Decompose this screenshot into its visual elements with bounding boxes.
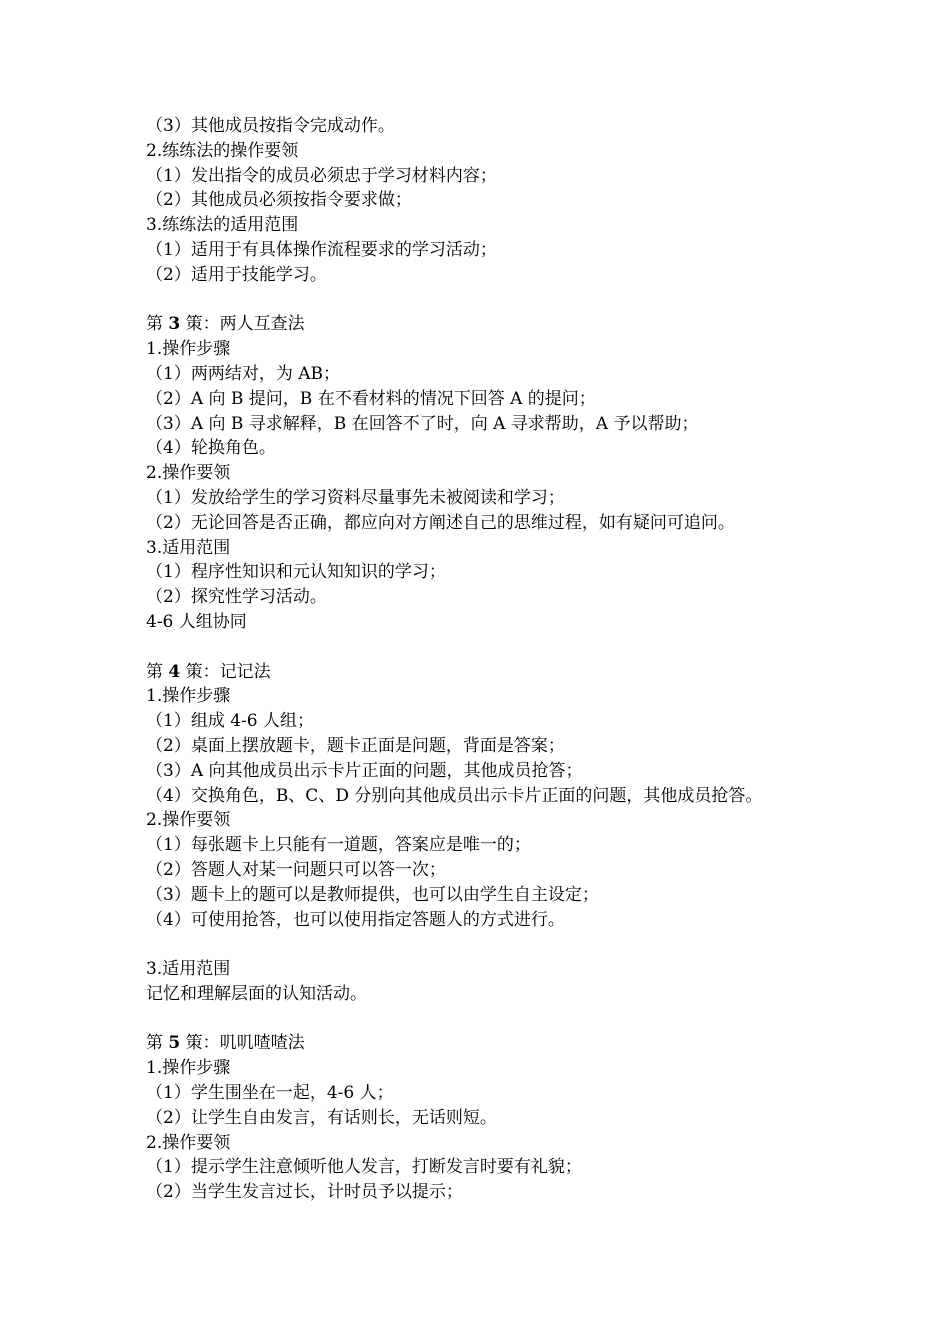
text-line: 2.操作要领 — [146, 810, 231, 831]
text-line: （2）当学生发言过长，计时员予以提示； — [146, 1182, 463, 1203]
paragraph-gap — [146, 1007, 846, 1032]
text-line: （1）发放给学生的学习资料尽量事先未被阅读和学习； — [146, 487, 565, 508]
text-line: 2.操作要领 — [146, 463, 231, 484]
text-line: 3.适用范围 — [146, 537, 231, 558]
text-line: （1）提示学生注意倾听他人发言，打断发言时要有礼貌； — [146, 1157, 582, 1178]
text-line: 2.练练法的操作要领 — [146, 140, 299, 161]
section-title — [146, 312, 846, 337]
text-line: 记忆和理解层面的认知活动。 — [146, 983, 367, 1004]
text-line: 1.操作步骤 — [146, 686, 231, 707]
section-title — [146, 1031, 846, 1056]
text-line: 2.操作要领 — [146, 1132, 231, 1153]
text-line: 3.练练法的适用范围 — [146, 215, 299, 236]
text-line: 3.适用范围 — [146, 959, 231, 980]
section-title-suffix: 策：叽叽喳喳法 — [180, 1033, 305, 1054]
text-line: （1）适用于有具体操作流程要求的学习活动； — [146, 239, 497, 260]
text-line: 4-6 人组协同 — [146, 611, 247, 632]
text-line: （4）交换角色，B、C、D 分别向其他成员出示卡片正面的问题，其他成员抢答。 — [146, 785, 763, 806]
text-line: （1）每张题卡上只能有一道题，答案应是唯一的； — [146, 835, 531, 856]
text-line: （3）其他成员按指令完成动作。 — [146, 116, 395, 136]
paragraph-gap — [146, 635, 846, 660]
text-line: （1）程序性知识和元认知知识的学习； — [146, 562, 446, 583]
text-line: （2）适用于技能学习。 — [146, 264, 327, 285]
document-body — [146, 114, 846, 1205]
text-line: （2）让学生自由发言，有话则长，无话则短。 — [146, 1107, 497, 1128]
text-line: （3）A 向 B 寻求解释，B 在回答不了时，向 A 寻求帮助，A 予以帮助； — [146, 413, 699, 434]
text-line: （2）无论回答是否正确，都应向对方阐述自己的思维过程，如有疑问可追问。 — [146, 512, 735, 533]
section-title-num: 3 — [168, 314, 181, 335]
section-title-num: 5 — [168, 1033, 181, 1054]
text-line: （4）轮换角色。 — [146, 438, 276, 459]
text-line: （1）组成 4-6 人组； — [146, 711, 314, 732]
text-line: （3）A 向其他成员出示卡片正面的问题，其他成员抢答； — [146, 760, 583, 781]
section-title-prefix: 第 — [146, 314, 169, 335]
text-line: （2）桌面上摆放题卡，题卡正面是问题，背面是答案； — [146, 735, 565, 756]
section-title-suffix: 策：两人互查法 — [180, 314, 305, 335]
text-line: （2）答题人对某一问题只可以答一次； — [146, 859, 446, 880]
paragraph-gap — [146, 932, 846, 957]
paragraph-gap — [146, 288, 846, 313]
text-line: （2）探究性学习活动。 — [146, 587, 327, 608]
text-line: （1）发出指令的成员必须忠于学习材料内容； — [146, 165, 497, 186]
text-line: （1）两两结对，为 AB； — [146, 363, 340, 384]
section-title — [146, 660, 846, 685]
text-line: （2）A 向 B 提问，B 在不看材料的情况下回答 A 的提问； — [146, 388, 596, 409]
section-title-suffix: 策：记记法 — [180, 661, 271, 682]
text-line: （2）其他成员必须按指令要求做； — [146, 190, 412, 211]
text-line: （4）可使用抢答，也可以使用指定答题人的方式进行。 — [146, 909, 565, 930]
text-line: （3）题卡上的题可以是教师提供，也可以由学生自主设定； — [146, 884, 599, 905]
section-title-prefix: 第 — [146, 1033, 169, 1054]
section-title-num: 4 — [168, 661, 181, 682]
text-line: （1）学生围坐在一起，4-6 人； — [146, 1083, 394, 1104]
text-line: 1.操作步骤 — [146, 339, 231, 360]
text-line: 1.操作步骤 — [146, 1058, 231, 1079]
section-title-prefix: 第 — [146, 661, 169, 682]
